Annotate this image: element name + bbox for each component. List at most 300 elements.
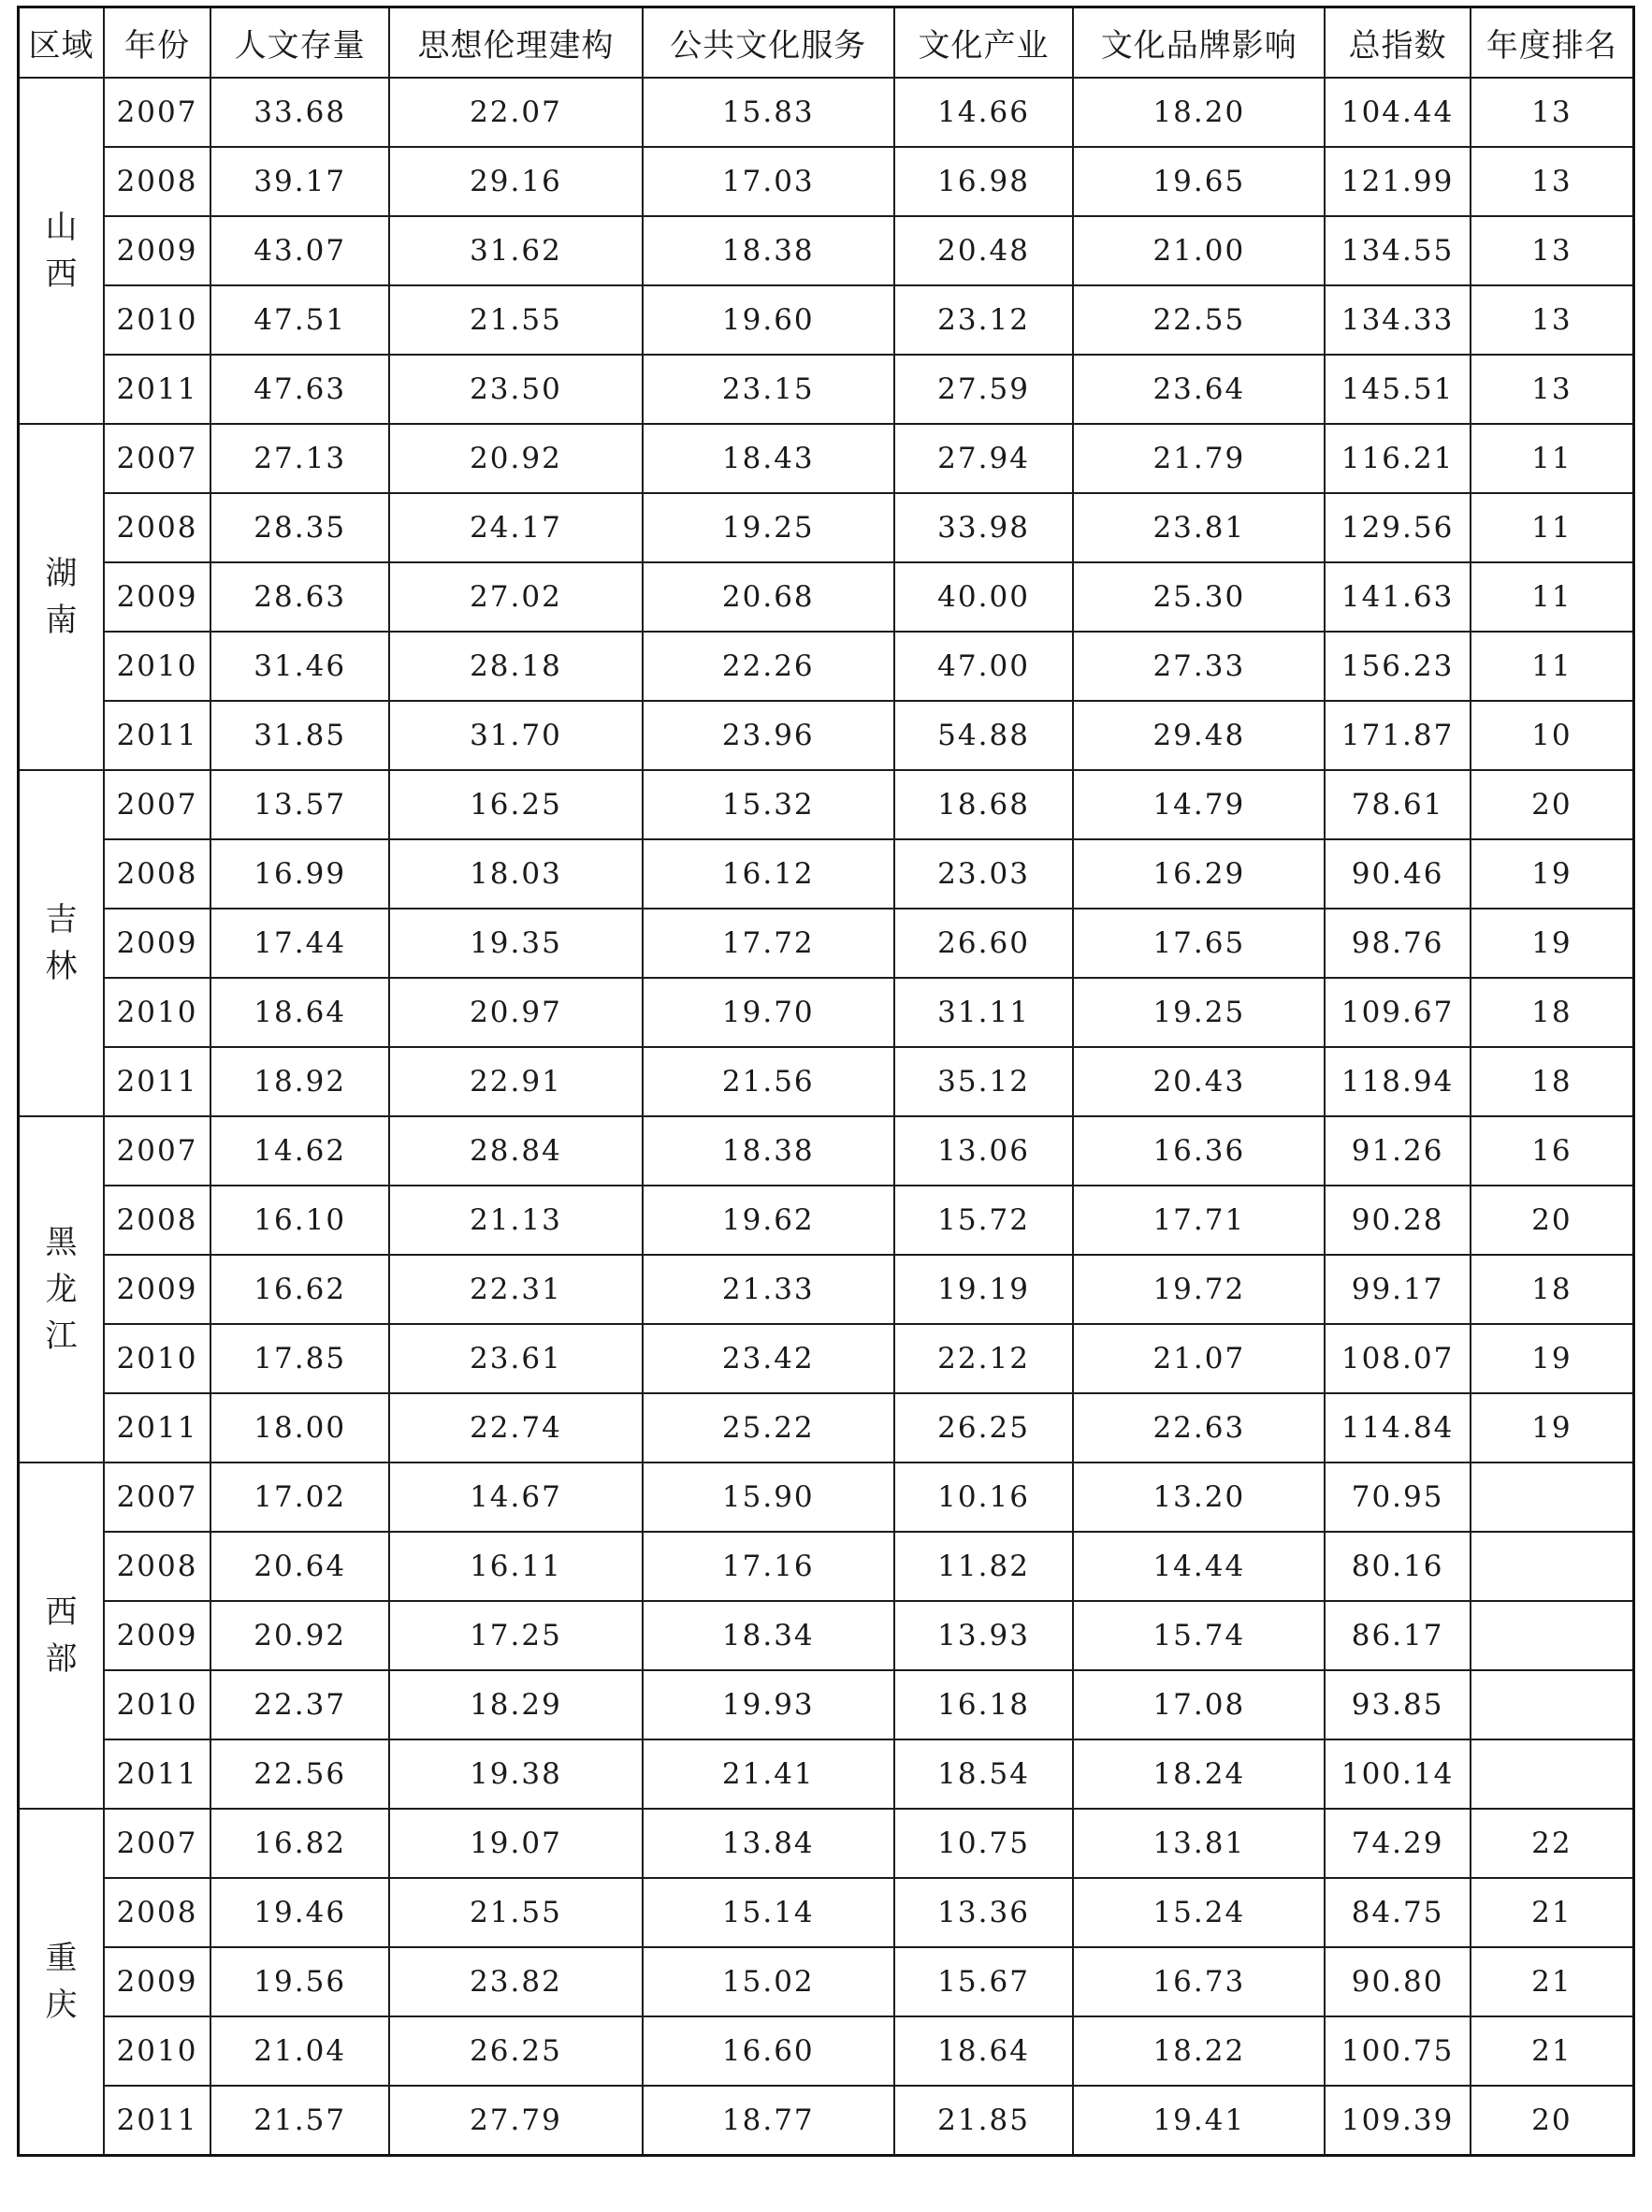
cell-ethics-construction: 19.07 [389,1809,642,1878]
cell-total-index: 100.75 [1325,2016,1470,2086]
cell-public-culture-service: 17.03 [643,147,894,216]
table-row [19,839,1634,909]
cell-year: 2011 [104,1047,210,1116]
cell-ethics-construction: 21.55 [389,1878,642,1947]
cell-culture-industry: 31.11 [894,978,1073,1047]
cell-public-culture-service: 18.43 [643,424,894,493]
cell-brand-influence: 16.73 [1073,1947,1325,2016]
region-char: 吉 [45,901,78,939]
cell-brand-influence: 18.24 [1073,1739,1325,1809]
region-char: 重 [45,1940,78,1977]
cell-annual-rank: 11 [1471,493,1634,562]
cell-humanities-stock: 22.37 [210,1670,389,1739]
cell-annual-rank: 10 [1471,701,1634,770]
region-label [20,1589,103,1682]
cell-ethics-construction: 26.25 [389,2016,642,2086]
culture-index-table [17,6,1635,2157]
table-row [19,285,1634,355]
cell-total-index: 114.84 [1325,1393,1470,1463]
cell-year: 2010 [104,632,210,701]
cell-culture-industry: 14.66 [894,78,1073,147]
cell-public-culture-service: 19.70 [643,978,894,1047]
cell-culture-industry: 18.54 [894,1739,1073,1809]
cell-humanities-stock: 17.44 [210,909,389,978]
table-row [19,2016,1634,2086]
header-annual-rank: 年度排名 [1471,7,1634,79]
cell-culture-industry: 26.60 [894,909,1073,978]
cell-total-index: 100.14 [1325,1739,1470,1809]
cell-ethics-construction: 16.11 [389,1532,642,1601]
cell-public-culture-service: 21.33 [643,1255,894,1324]
cell-public-culture-service: 25.22 [643,1393,894,1463]
header-ethics-construction: 思想伦理建构 [389,7,642,79]
cell-annual-rank: 13 [1471,355,1634,424]
cell-brand-influence: 22.55 [1073,285,1325,355]
cell-annual-rank: 22 [1471,1809,1634,1878]
cell-total-index: 84.75 [1325,1878,1470,1947]
cell-culture-industry: 10.16 [894,1463,1073,1532]
cell-public-culture-service: 21.56 [643,1047,894,1116]
cell-humanities-stock: 19.56 [210,1947,389,2016]
cell-humanities-stock: 43.07 [210,216,389,285]
cell-year: 2008 [104,839,210,909]
region-label [20,550,103,644]
cell-year: 2010 [104,2016,210,2086]
cell-year: 2008 [104,1878,210,1947]
cell-total-index: 80.16 [1325,1532,1470,1601]
cell-brand-influence: 18.22 [1073,2016,1325,2086]
cell-public-culture-service: 19.60 [643,285,894,355]
cell-brand-influence: 17.71 [1073,1186,1325,1255]
region-char: 龙 [45,1271,78,1308]
cell-humanities-stock: 31.85 [210,701,389,770]
cell-culture-industry: 19.19 [894,1255,1073,1324]
cell-brand-influence: 22.63 [1073,1393,1325,1463]
cell-year: 2007 [104,1463,210,1532]
cell-ethics-construction: 20.97 [389,978,642,1047]
cell-ethics-construction: 18.29 [389,1670,642,1739]
cell-public-culture-service: 23.15 [643,355,894,424]
table-row [19,1255,1634,1324]
table-row [19,147,1634,216]
cell-total-index: 171.87 [1325,701,1470,770]
cell-annual-rank: 11 [1471,562,1634,632]
cell-public-culture-service: 19.25 [643,493,894,562]
cell-total-index: 108.07 [1325,1324,1470,1393]
table-row [19,1393,1634,1463]
cell-culture-industry: 10.75 [894,1809,1073,1878]
cell-public-culture-service: 17.16 [643,1532,894,1601]
cell-ethics-construction: 29.16 [389,147,642,216]
cell-humanities-stock: 18.92 [210,1047,389,1116]
cell-humanities-stock: 21.04 [210,2016,389,2086]
cell-ethics-construction: 18.03 [389,839,642,909]
cell-brand-influence: 21.79 [1073,424,1325,493]
cell-culture-industry: 11.82 [894,1532,1073,1601]
cell-humanities-stock: 20.92 [210,1601,389,1670]
cell-brand-influence: 17.08 [1073,1670,1325,1739]
cell-brand-influence: 18.20 [1073,78,1325,147]
cell-year: 2009 [104,562,210,632]
cell-annual-rank: 20 [1471,1186,1634,1255]
cell-brand-influence: 19.25 [1073,978,1325,1047]
table-row [19,978,1634,1047]
cell-annual-rank: 21 [1471,1947,1634,2016]
header-year: 年份 [104,7,210,79]
cell-public-culture-service: 15.32 [643,770,894,839]
cell-annual-rank: 20 [1471,2086,1634,2156]
cell-brand-influence: 21.00 [1073,216,1325,285]
cell-ethics-construction: 23.61 [389,1324,642,1393]
cell-year: 2008 [104,1186,210,1255]
cell-ethics-construction: 22.31 [389,1255,642,1324]
cell-total-index: 90.80 [1325,1947,1470,2016]
cell-total-index: 78.61 [1325,770,1470,839]
cell-ethics-construction: 23.50 [389,355,642,424]
cell-ethics-construction: 20.92 [389,424,642,493]
region-char: 南 [45,602,78,639]
region-label [20,204,103,298]
cell-humanities-stock: 16.99 [210,839,389,909]
header-public-culture-service: 公共文化服务 [643,7,894,79]
cell-ethics-construction: 14.67 [389,1463,642,1532]
cell-humanities-stock: 14.62 [210,1116,389,1186]
cell-total-index: 129.56 [1325,493,1470,562]
cell-annual-rank: 13 [1471,147,1634,216]
cell-public-culture-service: 15.83 [643,78,894,147]
table-row [19,562,1634,632]
cell-ethics-construction: 31.70 [389,701,642,770]
cell-year: 2010 [104,1670,210,1739]
cell-year: 2007 [104,78,210,147]
cell-culture-industry: 13.36 [894,1878,1073,1947]
cell-total-index: 134.55 [1325,216,1470,285]
cell-public-culture-service: 15.02 [643,1947,894,2016]
cell-brand-influence: 19.65 [1073,147,1325,216]
cell-culture-industry: 22.12 [894,1324,1073,1393]
region-char: 湖 [45,555,78,592]
cell-culture-industry: 16.18 [894,1670,1073,1739]
cell-year: 2007 [104,770,210,839]
cell-public-culture-service: 23.42 [643,1324,894,1393]
cell-humanities-stock: 33.68 [210,78,389,147]
cell-year: 2010 [104,1324,210,1393]
cell-brand-influence: 15.24 [1073,1878,1325,1947]
cell-public-culture-service: 20.68 [643,562,894,632]
cell-brand-influence: 20.43 [1073,1047,1325,1116]
cell-culture-industry: 16.98 [894,147,1073,216]
cell-public-culture-service: 23.96 [643,701,894,770]
cell-brand-influence: 14.79 [1073,770,1325,839]
region-char: 林 [45,948,78,985]
region-char: 西 [45,255,78,293]
region-char: 江 [45,1317,78,1355]
header-row [19,7,1634,79]
cell-public-culture-service: 15.90 [643,1463,894,1532]
cell-year: 2009 [104,909,210,978]
table-row [19,216,1634,285]
cell-public-culture-service: 18.77 [643,2086,894,2156]
cell-annual-rank: 13 [1471,285,1634,355]
cell-humanities-stock: 17.02 [210,1463,389,1532]
cell-annual-rank: 19 [1471,1324,1634,1393]
cell-brand-influence: 23.81 [1073,493,1325,562]
header-brand-influence: 文化品牌影响 [1073,7,1325,79]
cell-culture-industry: 27.59 [894,355,1073,424]
cell-year: 2008 [104,147,210,216]
cell-ethics-construction: 27.02 [389,562,642,632]
table-row [19,355,1634,424]
cell-total-index: 141.63 [1325,562,1470,632]
cell-annual-rank: 13 [1471,216,1634,285]
cell-total-index: 98.76 [1325,909,1470,978]
region-cell [19,424,104,770]
cell-year: 2007 [104,1809,210,1878]
cell-year: 2011 [104,1393,210,1463]
cell-total-index: 104.44 [1325,78,1470,147]
region-label [20,896,103,990]
cell-annual-rank [1471,1532,1634,1601]
cell-ethics-construction: 22.74 [389,1393,642,1463]
cell-brand-influence: 17.65 [1073,909,1325,978]
cell-annual-rank: 11 [1471,424,1634,493]
table-row [19,1463,1634,1532]
cell-humanities-stock: 28.35 [210,493,389,562]
cell-humanities-stock: 31.46 [210,632,389,701]
cell-public-culture-service: 21.41 [643,1739,894,1809]
cell-ethics-construction: 23.82 [389,1947,642,2016]
cell-brand-influence: 13.81 [1073,1809,1325,1878]
table-row [19,2086,1634,2156]
cell-ethics-construction: 27.79 [389,2086,642,2156]
cell-public-culture-service: 19.62 [643,1186,894,1255]
cell-total-index: 74.29 [1325,1809,1470,1878]
cell-annual-rank [1471,1670,1634,1739]
cell-culture-industry: 23.12 [894,285,1073,355]
header-culture-industry: 文化产业 [894,7,1073,79]
cell-year: 2009 [104,216,210,285]
cell-year: 2010 [104,978,210,1047]
cell-total-index: 121.99 [1325,147,1470,216]
table-row [19,78,1634,147]
cell-culture-industry: 35.12 [894,1047,1073,1116]
cell-ethics-construction: 22.91 [389,1047,642,1116]
header-total-index: 总指数 [1325,7,1470,79]
cell-brand-influence: 21.07 [1073,1324,1325,1393]
cell-annual-rank: 16 [1471,1116,1634,1186]
cell-brand-influence: 27.33 [1073,632,1325,701]
region-cell [19,1116,104,1463]
cell-culture-industry: 21.85 [894,2086,1073,2156]
table-row [19,1947,1634,2016]
cell-annual-rank: 18 [1471,978,1634,1047]
table-row [19,1186,1634,1255]
cell-humanities-stock: 39.17 [210,147,389,216]
cell-ethics-construction: 28.84 [389,1116,642,1186]
region-cell [19,1463,104,1809]
cell-brand-influence: 16.36 [1073,1116,1325,1186]
cell-culture-industry: 40.00 [894,562,1073,632]
cell-humanities-stock: 16.62 [210,1255,389,1324]
cell-year: 2009 [104,1601,210,1670]
table-row [19,1878,1634,1947]
cell-brand-influence: 25.30 [1073,562,1325,632]
region-cell [19,78,104,424]
cell-humanities-stock: 21.57 [210,2086,389,2156]
cell-annual-rank: 18 [1471,1255,1634,1324]
cell-brand-influence: 13.20 [1073,1463,1325,1532]
cell-culture-industry: 23.03 [894,839,1073,909]
cell-year: 2011 [104,1739,210,1809]
table-row [19,632,1634,701]
cell-humanities-stock: 47.51 [210,285,389,355]
cell-year: 2008 [104,493,210,562]
cell-culture-industry: 13.93 [894,1601,1073,1670]
cell-humanities-stock: 27.13 [210,424,389,493]
cell-humanities-stock: 22.56 [210,1739,389,1809]
cell-culture-industry: 15.72 [894,1186,1073,1255]
cell-ethics-construction: 19.35 [389,909,642,978]
cell-annual-rank: 20 [1471,770,1634,839]
cell-culture-industry: 20.48 [894,216,1073,285]
cell-annual-rank: 11 [1471,632,1634,701]
table-row [19,701,1634,770]
cell-annual-rank: 18 [1471,1047,1634,1116]
cell-total-index: 90.28 [1325,1186,1470,1255]
cell-total-index: 70.95 [1325,1463,1470,1532]
cell-year: 2007 [104,1116,210,1186]
table-row [19,1532,1634,1601]
cell-annual-rank [1471,1463,1634,1532]
cell-culture-industry: 54.88 [894,701,1073,770]
table-row [19,493,1634,562]
cell-total-index: 99.17 [1325,1255,1470,1324]
cell-brand-influence: 19.41 [1073,2086,1325,2156]
cell-public-culture-service: 13.84 [643,1809,894,1878]
table-row [19,424,1634,493]
cell-ethics-construction: 21.55 [389,285,642,355]
cell-brand-influence: 19.72 [1073,1255,1325,1324]
cell-annual-rank [1471,1601,1634,1670]
cell-public-culture-service: 17.72 [643,909,894,978]
cell-total-index: 90.46 [1325,839,1470,909]
cell-year: 2009 [104,1255,210,1324]
header-region: 区域 [19,7,104,79]
table-body [19,78,1634,2156]
cell-total-index: 109.67 [1325,978,1470,1047]
cell-public-culture-service: 16.12 [643,839,894,909]
cell-total-index: 93.85 [1325,1670,1470,1739]
cell-year: 2010 [104,285,210,355]
cell-total-index: 118.94 [1325,1047,1470,1116]
cell-total-index: 134.33 [1325,285,1470,355]
cell-public-culture-service: 18.38 [643,1116,894,1186]
cell-culture-industry: 26.25 [894,1393,1073,1463]
cell-ethics-construction: 19.38 [389,1739,642,1809]
cell-humanities-stock: 17.85 [210,1324,389,1393]
cell-year: 2011 [104,701,210,770]
cell-annual-rank: 19 [1471,839,1634,909]
cell-year: 2011 [104,355,210,424]
cell-culture-industry: 18.68 [894,770,1073,839]
cell-ethics-construction: 21.13 [389,1186,642,1255]
cell-culture-industry: 15.67 [894,1947,1073,2016]
table-container [17,6,1635,2157]
cell-culture-industry: 13.06 [894,1116,1073,1186]
cell-ethics-construction: 28.18 [389,632,642,701]
cell-ethics-construction: 24.17 [389,493,642,562]
cell-total-index: 91.26 [1325,1116,1470,1186]
cell-public-culture-service: 18.38 [643,216,894,285]
region-cell [19,1809,104,2156]
cell-total-index: 86.17 [1325,1601,1470,1670]
cell-brand-influence: 29.48 [1073,701,1325,770]
cell-public-culture-service: 19.93 [643,1670,894,1739]
cell-ethics-construction: 22.07 [389,78,642,147]
table-row [19,1047,1634,1116]
cell-total-index: 156.23 [1325,632,1470,701]
cell-humanities-stock: 18.64 [210,978,389,1047]
table-row [19,770,1634,839]
table-row [19,1670,1634,1739]
cell-humanities-stock: 20.64 [210,1532,389,1601]
cell-culture-industry: 27.94 [894,424,1073,493]
cell-year: 2009 [104,1947,210,2016]
table-row [19,1116,1634,1186]
cell-brand-influence: 15.74 [1073,1601,1325,1670]
table-row [19,909,1634,978]
cell-humanities-stock: 13.57 [210,770,389,839]
cell-total-index: 116.21 [1325,424,1470,493]
cell-public-culture-service: 16.60 [643,2016,894,2086]
header-humanities-stock: 人文存量 [210,7,389,79]
cell-public-culture-service: 22.26 [643,632,894,701]
table-row [19,1324,1634,1393]
cell-culture-industry: 47.00 [894,632,1073,701]
cell-humanities-stock: 16.10 [210,1186,389,1255]
cell-humanities-stock: 28.63 [210,562,389,632]
cell-brand-influence: 16.29 [1073,839,1325,909]
cell-public-culture-service: 18.34 [643,1601,894,1670]
region-char: 部 [45,1640,78,1678]
cell-culture-industry: 33.98 [894,493,1073,562]
region-label [20,1219,103,1360]
cell-ethics-construction: 16.25 [389,770,642,839]
table-row [19,1601,1634,1670]
cell-annual-rank: 21 [1471,2016,1634,2086]
region-char: 黑 [45,1224,78,1261]
cell-total-index: 109.39 [1325,2086,1470,2156]
table-row [19,1739,1634,1809]
cell-annual-rank [1471,1739,1634,1809]
cell-annual-rank: 19 [1471,1393,1634,1463]
cell-humanities-stock: 18.00 [210,1393,389,1463]
cell-year: 2007 [104,424,210,493]
cell-humanities-stock: 16.82 [210,1809,389,1878]
cell-annual-rank: 21 [1471,1878,1634,1947]
cell-total-index: 145.51 [1325,355,1470,424]
cell-culture-industry: 18.64 [894,2016,1073,2086]
cell-annual-rank: 19 [1471,909,1634,978]
region-char: 山 [45,209,78,246]
cell-public-culture-service: 15.14 [643,1878,894,1947]
cell-annual-rank: 13 [1471,78,1634,147]
cell-year: 2008 [104,1532,210,1601]
region-label [20,1935,103,2029]
cell-brand-influence: 23.64 [1073,355,1325,424]
table-row [19,1809,1634,1878]
region-char: 庆 [45,1986,78,2024]
